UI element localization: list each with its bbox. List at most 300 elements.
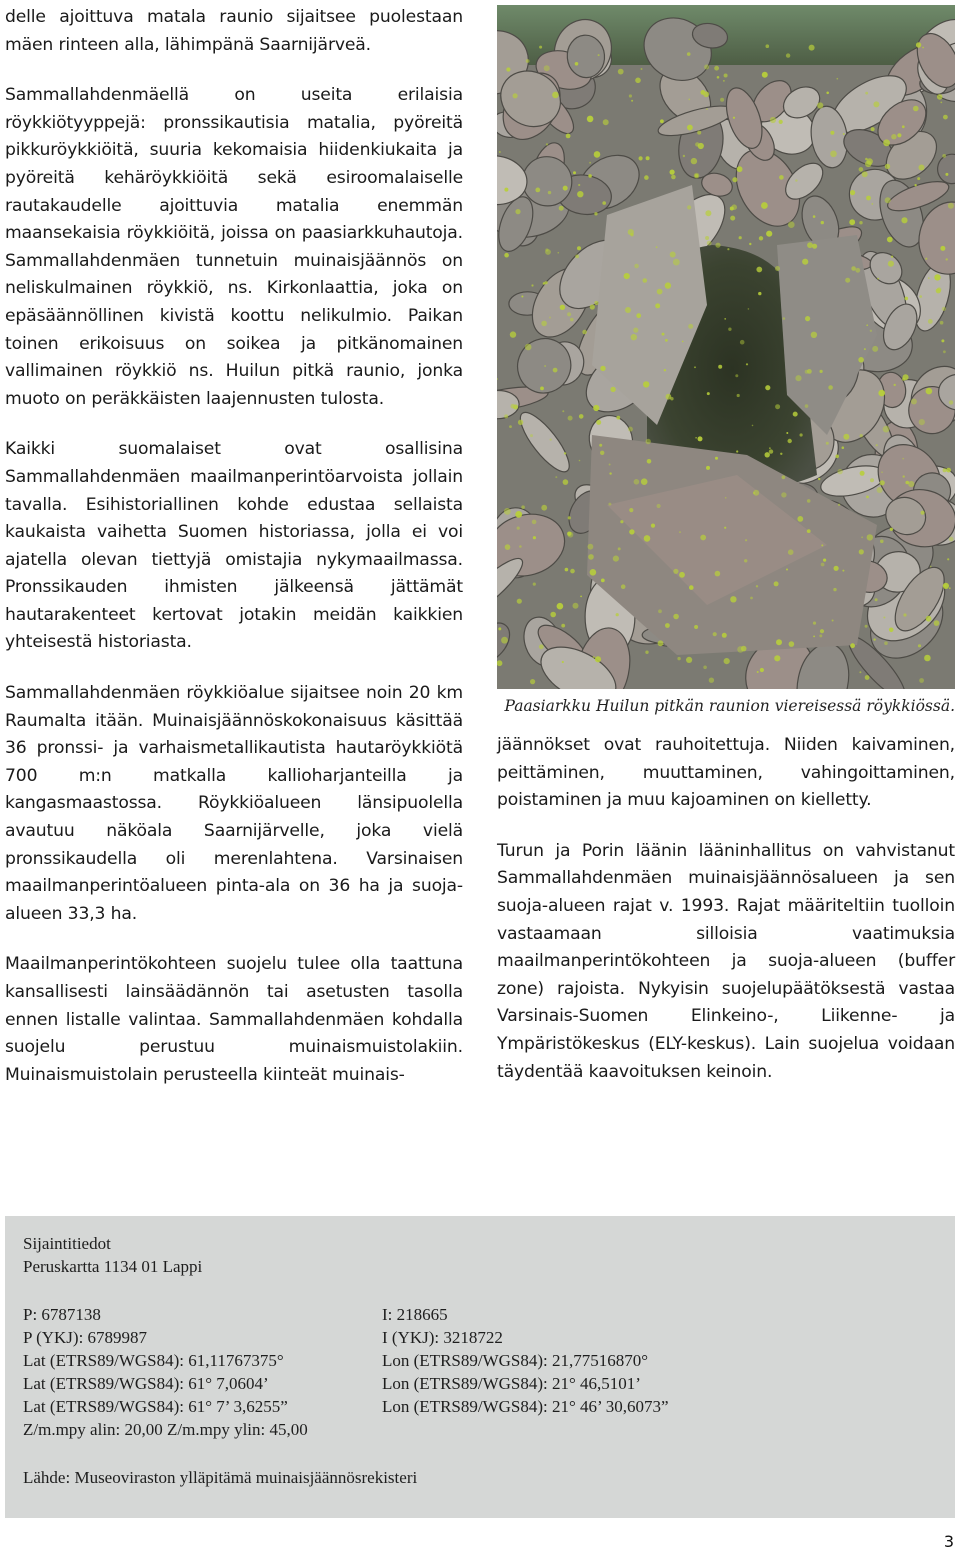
lichen-spot bbox=[934, 620, 940, 626]
lichen-spot bbox=[677, 657, 680, 660]
lichen-spot bbox=[926, 388, 933, 395]
lichen-spot bbox=[849, 219, 855, 225]
lichen-spot bbox=[548, 191, 551, 194]
info-p-ykj: P (YKJ): 6789987 bbox=[23, 1328, 148, 1347]
lichen-spot bbox=[679, 572, 685, 578]
lichen-spot bbox=[550, 612, 556, 618]
lichen-spot bbox=[564, 452, 566, 454]
lichen-spot bbox=[826, 442, 829, 445]
lichen-spot bbox=[867, 534, 873, 540]
lichen-spot bbox=[858, 357, 864, 363]
lichen-spot bbox=[788, 549, 794, 555]
lichen-spot bbox=[519, 545, 522, 548]
lichen-spot bbox=[658, 640, 664, 646]
lichen-spot bbox=[671, 175, 676, 180]
lichen-spot bbox=[903, 613, 906, 616]
lichen-spot bbox=[942, 154, 946, 158]
lichen-spot bbox=[832, 620, 834, 622]
lichen-spot bbox=[902, 125, 905, 128]
lichen-spot bbox=[805, 316, 810, 321]
lichen-spot bbox=[647, 459, 652, 464]
paragraph-intro-fragment: delle ajoittuva matala raunio sijaitsee puolestaan mäen rinteen alla, lähimpänä Saarnijärveä. bbox=[5, 7, 463, 55]
lichen-spot bbox=[687, 205, 691, 209]
lichen-spot bbox=[750, 597, 753, 600]
lichen-spot bbox=[618, 69, 624, 75]
lichen-spot bbox=[532, 520, 537, 525]
lichen-spot bbox=[656, 246, 658, 248]
lichen-spot bbox=[544, 65, 550, 71]
lichen-spot bbox=[913, 106, 919, 112]
cist-grave-photo bbox=[497, 5, 955, 689]
lichen-spot bbox=[707, 392, 710, 395]
lichen-spot bbox=[549, 317, 551, 319]
lichen-spot bbox=[843, 133, 845, 135]
lichen-spot bbox=[594, 151, 601, 158]
lichen-spot bbox=[724, 318, 726, 320]
lichen-spot bbox=[872, 203, 874, 205]
lichen-spot bbox=[883, 617, 885, 619]
lichen-spot bbox=[593, 656, 595, 658]
lichen-spot bbox=[565, 568, 569, 572]
lichen-spot bbox=[570, 318, 574, 322]
lichen-spot bbox=[745, 539, 747, 541]
lichen-spot bbox=[725, 497, 727, 499]
lichen-spot bbox=[752, 425, 754, 427]
lichen-spot bbox=[665, 623, 670, 628]
lichen-spot bbox=[741, 646, 747, 652]
lichen-spot bbox=[629, 508, 633, 512]
lichen-spot bbox=[683, 155, 685, 157]
lichen-spot bbox=[697, 131, 701, 135]
lichen-spot bbox=[859, 221, 862, 224]
lichen-spot bbox=[598, 54, 600, 56]
lichen-spot bbox=[870, 330, 872, 332]
lichen-spot bbox=[724, 658, 730, 664]
lichen-spot bbox=[504, 414, 508, 418]
lichen-spot bbox=[855, 268, 860, 273]
lichen-spot bbox=[633, 328, 638, 333]
lichen-spot bbox=[563, 479, 569, 485]
lichen-spot bbox=[865, 161, 872, 168]
lichen-spot bbox=[621, 584, 626, 589]
lichen-spot bbox=[662, 333, 665, 336]
lichen-spot bbox=[673, 614, 679, 620]
info-p: P: 6787138 bbox=[23, 1305, 101, 1324]
lichen-spot bbox=[880, 480, 885, 485]
lichen-spot bbox=[694, 366, 696, 368]
lichen-spot bbox=[897, 133, 901, 137]
lichen-spot bbox=[805, 404, 809, 408]
lichen-spot bbox=[866, 196, 871, 201]
lichen-spot bbox=[949, 537, 954, 542]
lichen-spot bbox=[641, 478, 648, 485]
lichen-spot bbox=[774, 655, 780, 661]
lichen-spot bbox=[873, 101, 879, 107]
lichen-spot bbox=[517, 527, 520, 530]
lichen-spot bbox=[940, 321, 944, 325]
lichen-spot bbox=[865, 625, 868, 628]
lichen-spot bbox=[609, 464, 611, 466]
lichen-spot bbox=[563, 186, 568, 191]
lichen-spot bbox=[550, 439, 552, 441]
lichen-spot bbox=[608, 503, 611, 506]
lichen-spot bbox=[870, 478, 874, 482]
lichen-spot bbox=[753, 492, 755, 494]
lichen-spot bbox=[860, 471, 865, 476]
lichen-spot bbox=[643, 278, 648, 283]
lichen-spot bbox=[590, 569, 597, 576]
lichen-spot bbox=[620, 520, 623, 523]
lichen-spot bbox=[687, 52, 691, 56]
lichen-spot bbox=[842, 446, 845, 449]
lichen-spot bbox=[866, 324, 868, 326]
lichen-spot bbox=[727, 248, 729, 250]
lichen-spot bbox=[521, 505, 525, 509]
lichen-spot bbox=[819, 634, 822, 637]
lichen-spot bbox=[602, 201, 606, 205]
lichen-spot bbox=[901, 217, 907, 223]
lichen-spot bbox=[914, 184, 916, 186]
lichen-spot bbox=[877, 278, 879, 280]
lichen-spot bbox=[788, 221, 795, 228]
lichen-spot bbox=[613, 556, 619, 562]
lichen-spot bbox=[560, 305, 565, 310]
lichen-spot bbox=[872, 346, 878, 352]
lichen-spot bbox=[695, 437, 697, 439]
lichen-spot bbox=[568, 416, 573, 421]
lichen-spot bbox=[865, 92, 868, 95]
lichen-spot bbox=[703, 91, 709, 97]
lichen-spot bbox=[805, 370, 809, 374]
lichen-spot bbox=[588, 554, 594, 560]
lichen-spot bbox=[735, 374, 738, 377]
lichen-spot bbox=[887, 237, 893, 243]
lichen-spot bbox=[789, 641, 795, 647]
lichen-spot bbox=[636, 313, 641, 318]
info-heading: Sijaintitiedot bbox=[23, 1234, 111, 1253]
lichen-spot bbox=[590, 304, 595, 309]
lichen-spot bbox=[624, 273, 630, 279]
lichen-spot bbox=[521, 296, 523, 298]
lichen-spot bbox=[775, 404, 780, 409]
lichen-spot bbox=[916, 42, 921, 47]
lichen-spot bbox=[691, 158, 697, 164]
lichen-spot bbox=[919, 165, 925, 171]
lichen-spot bbox=[925, 258, 927, 260]
lichen-spot bbox=[795, 179, 797, 181]
paragraph-protection: Maailmanperintökohteen suojelu tulee olla taattuna kansallisesti lainsäädännön tai asetusten tasolla ennen listalle valintaa. Sammallahdenmäen kohdalla suojelu perustuu muinaismuistolakiin. Muinaismuistolain perusteella kiinteät muinais- bbox=[5, 954, 463, 1085]
lichen-spot bbox=[765, 452, 770, 457]
lichen-spot bbox=[629, 94, 632, 97]
paragraph-boundaries: Turun ja Porin läänin lääninhallitus on vahvistanut Sammallahdenmäen muinaisjäännösalueen ja sen suoja-alueen rajat v. 1993. Rajat määriteltiin tuolloin vastaamaan silloisia vaatimuksia maailmanperintökohteen ja suoja-alueen (buffer zone) rajoista. Nykyisin suojelupäätöksestä vastaa Varsinais-Suomen Elinkeino-, Liikenne- ja Ympäristökeskus (ELY-keskus). Lain suojelua voidaan täydentää kaavoituksen keinoin. bbox=[497, 840, 955, 1082]
lichen-spot bbox=[644, 535, 651, 542]
lichen-spot bbox=[820, 370, 823, 373]
lichen-spot bbox=[573, 603, 579, 609]
lichen-spot bbox=[545, 281, 548, 284]
lichen-spot bbox=[660, 119, 664, 123]
lichen-spot bbox=[573, 171, 576, 174]
lichen-spot bbox=[873, 638, 875, 640]
lichen-spot bbox=[943, 350, 946, 353]
lichen-spot bbox=[544, 365, 546, 367]
lichen-spot bbox=[811, 332, 817, 338]
lichen-spot bbox=[944, 584, 947, 587]
lichen-spot bbox=[821, 544, 823, 546]
lichen-spot bbox=[539, 644, 544, 649]
stone-cairn-illustration bbox=[497, 5, 955, 689]
lichen-spot bbox=[646, 156, 650, 160]
lichen-spot bbox=[883, 426, 890, 433]
lichen-spot bbox=[595, 656, 601, 662]
lichen-spot bbox=[865, 675, 870, 680]
lichen-spot bbox=[786, 53, 790, 57]
left-text-column bbox=[5, 4, 463, 1112]
lichen-spot bbox=[919, 678, 924, 683]
lichen-spot bbox=[926, 616, 932, 622]
lichen-spot bbox=[588, 174, 592, 178]
lichen-spot bbox=[795, 375, 801, 381]
lichen-spot bbox=[813, 622, 816, 625]
lichen-spot bbox=[643, 381, 649, 387]
lichen-spot bbox=[578, 184, 580, 186]
lichen-spot bbox=[665, 339, 668, 342]
info-lat-seconds: Lat (ETRS89/WGS84): 61° 7’ 3,6255” bbox=[23, 1397, 288, 1416]
lichen-spot bbox=[558, 252, 560, 254]
lichen-spot bbox=[943, 115, 948, 120]
lichen-spot bbox=[823, 559, 826, 562]
lichen-spot bbox=[715, 457, 718, 460]
lichen-spot bbox=[883, 139, 890, 146]
lichen-spot bbox=[724, 74, 728, 78]
lichen-spot bbox=[759, 236, 763, 240]
lichen-spot bbox=[631, 100, 633, 102]
lichen-spot bbox=[760, 668, 764, 672]
lichen-spot bbox=[762, 72, 768, 78]
lichen-spot bbox=[793, 412, 798, 417]
lichen-spot bbox=[587, 116, 594, 123]
lichen-spot bbox=[945, 173, 948, 176]
info-i: I: 218665 bbox=[382, 1305, 448, 1324]
lichen-spot bbox=[541, 505, 547, 511]
lichen-spot bbox=[782, 475, 786, 479]
lichen-spot bbox=[736, 450, 738, 452]
lichen-spot bbox=[821, 563, 825, 567]
lichen-spot bbox=[610, 387, 615, 392]
lichen-spot bbox=[552, 92, 559, 99]
lichen-spot bbox=[850, 190, 855, 195]
lichen-spot bbox=[905, 297, 909, 301]
lichen-spot bbox=[566, 134, 571, 139]
lichen-spot bbox=[634, 264, 639, 269]
lichen-spot bbox=[949, 587, 951, 589]
lichen-spot bbox=[783, 317, 786, 320]
lichen-spot bbox=[786, 569, 788, 571]
lichen-spot bbox=[917, 177, 920, 180]
lichen-spot bbox=[713, 632, 717, 636]
lichen-spot bbox=[948, 203, 954, 209]
lichen-spot bbox=[594, 301, 598, 305]
lichen-spot bbox=[706, 466, 710, 470]
lichen-spot bbox=[809, 45, 815, 51]
lichen-spot bbox=[504, 508, 511, 515]
lichen-spot bbox=[800, 433, 803, 436]
lichen-spot bbox=[891, 134, 896, 139]
lichen-spot bbox=[588, 544, 594, 550]
lichen-spot bbox=[928, 319, 933, 324]
lichen-spot bbox=[498, 627, 501, 630]
lichen-spot bbox=[924, 655, 931, 662]
lichen-spot bbox=[946, 468, 951, 473]
lichen-spot bbox=[908, 481, 914, 487]
lichen-spot bbox=[535, 188, 540, 193]
lichen-spot bbox=[596, 420, 601, 425]
lichen-spot bbox=[826, 92, 829, 95]
lichen-spot bbox=[533, 536, 536, 539]
lichen-spot bbox=[842, 570, 844, 572]
lichen-spot bbox=[657, 289, 663, 295]
lichen-spot bbox=[859, 167, 864, 172]
lichen-spot bbox=[850, 643, 855, 648]
lichen-spot bbox=[625, 307, 631, 313]
lichen-spot bbox=[589, 162, 591, 164]
lichen-spot bbox=[709, 678, 714, 683]
info-lat-decimal: Lat (ETRS89/WGS84): 61,11767375° bbox=[23, 1351, 284, 1370]
info-lon-seconds: Lon (ETRS89/WGS84): 21° 46’ 30,6073” bbox=[382, 1397, 669, 1416]
lichen-spot bbox=[600, 451, 604, 455]
lichen-spot bbox=[593, 405, 599, 411]
lichen-spot bbox=[818, 478, 820, 480]
lichen-spot bbox=[871, 127, 875, 131]
lichen-spot bbox=[599, 444, 602, 447]
lichen-spot bbox=[877, 487, 883, 493]
lichen-spot bbox=[766, 231, 772, 237]
lichen-spot bbox=[737, 394, 740, 397]
lichen-spot bbox=[940, 246, 945, 251]
lichen-spot bbox=[646, 439, 651, 444]
lichen-spot bbox=[940, 102, 942, 104]
lichen-spot bbox=[837, 469, 842, 474]
lichen-spot bbox=[714, 66, 719, 71]
lichen-spot bbox=[570, 569, 575, 574]
page-number: 3 bbox=[943, 1532, 954, 1551]
lichen-spot bbox=[902, 378, 905, 381]
lichen-spot bbox=[865, 158, 868, 161]
lichen-spot bbox=[722, 633, 727, 638]
lichen-spot bbox=[562, 661, 564, 663]
lichen-spot bbox=[689, 585, 694, 590]
lichen-spot bbox=[837, 78, 839, 80]
lichen-spot bbox=[499, 151, 501, 153]
lichen-spot bbox=[723, 80, 725, 82]
lichen-spot bbox=[557, 603, 564, 610]
lichen-spot bbox=[894, 384, 896, 386]
lichen-spot bbox=[860, 434, 863, 437]
lichen-spot bbox=[891, 256, 893, 258]
lichen-spot bbox=[881, 471, 883, 473]
lichen-spot bbox=[505, 544, 511, 550]
lichen-spot bbox=[833, 588, 836, 591]
lichen-spot bbox=[769, 449, 773, 453]
lichen-spot bbox=[718, 365, 722, 369]
lichen-spot bbox=[903, 475, 905, 477]
lichen-spot bbox=[748, 308, 750, 310]
lichen-spot bbox=[889, 628, 894, 633]
lichen-spot bbox=[861, 536, 863, 538]
lichen-spot bbox=[686, 657, 692, 663]
lichen-spot bbox=[780, 453, 782, 455]
lichen-spot bbox=[513, 405, 518, 410]
paragraph-cairn-types: Sammallahdenmäellä on useita erilaisia röykkiötyyppejä: pronssikautisia matalia, pyöreitä pikkuröykkiöitä, suuria kekomaisia hiidenkiukaita ja pyöreitä kehäröykkiöitä sekä esiroomalaiselle rautakaudelle ajoittuvia matalia enemmän maansekaisia röykkiöitä, joissa on paasiarkkuhautoja. Sammallahdenmäen tunnetuin muinaisjäännös on neliskulmainen röykkiö, ns. Kirkonlaattia, joka on epäsäännöllinen kivistä koottu nelikulmio. Paikan toinen erikoisuus on soikea ja pitkänomainen vallimainen röykkiö ns. Huilun pitkä raunio, jonka muoto on peräkkäisten laajennusten tulosta. bbox=[5, 85, 463, 409]
lichen-spot bbox=[941, 339, 944, 342]
lichen-spot bbox=[788, 439, 792, 443]
lichen-spot bbox=[631, 334, 637, 340]
lichen-spot bbox=[737, 166, 743, 172]
info-source: Lähde: Museoviraston ylläpitämä muinaisjäännösrekisteri bbox=[23, 1468, 418, 1487]
lichen-spot bbox=[830, 131, 834, 135]
lichen-spot bbox=[645, 651, 648, 654]
lichen-spot bbox=[501, 637, 508, 644]
lichen-spot bbox=[629, 529, 634, 534]
info-elevation: Z/m.mpy alin: 20,00 Z/m.mpy ylin: 45,00 bbox=[23, 1420, 308, 1439]
lichen-spot bbox=[740, 340, 745, 345]
lichen-spot bbox=[774, 581, 779, 586]
lichen-spot bbox=[567, 312, 571, 316]
lichen-spot bbox=[577, 191, 583, 197]
lichen-spot bbox=[655, 303, 660, 308]
lichen-spot bbox=[802, 259, 808, 265]
lichen-spot bbox=[628, 229, 634, 235]
lichen-spot bbox=[575, 255, 579, 259]
lichen-spot bbox=[732, 177, 737, 182]
lichen-spot bbox=[902, 458, 904, 460]
lichen-spot bbox=[757, 671, 759, 673]
lichen-spot bbox=[658, 609, 662, 613]
info-map-sheet: Peruskartta 1134 01 Lappi bbox=[23, 1257, 203, 1276]
lichen-spot bbox=[859, 549, 864, 554]
lichen-spot bbox=[706, 108, 708, 110]
lichen-spot bbox=[761, 202, 768, 209]
lichen-spot bbox=[779, 175, 784, 180]
lichen-spot bbox=[504, 188, 508, 192]
lichen-spot bbox=[730, 596, 736, 602]
lichen-spot bbox=[934, 274, 940, 280]
lichen-spot bbox=[770, 117, 776, 123]
lichen-spot bbox=[687, 125, 693, 131]
lichen-spot bbox=[594, 212, 597, 215]
lichen-spot bbox=[775, 266, 780, 271]
lichen-spot bbox=[531, 284, 533, 286]
lichen-spot bbox=[919, 295, 922, 298]
lichen-spot bbox=[704, 65, 709, 70]
lichen-spot bbox=[921, 511, 925, 515]
lichen-spot bbox=[533, 583, 536, 586]
lichen-spot bbox=[766, 44, 770, 48]
lichen-spot bbox=[859, 671, 861, 673]
lichen-spot bbox=[665, 282, 671, 288]
lichen-spot bbox=[530, 434, 533, 437]
lichen-spot bbox=[515, 209, 520, 214]
lichen-spot bbox=[884, 641, 888, 645]
lichen-spot bbox=[506, 67, 510, 71]
lichen-spot bbox=[641, 68, 643, 70]
lichen-spot bbox=[628, 427, 633, 432]
lichen-spot bbox=[657, 504, 661, 508]
lichen-spot bbox=[862, 171, 868, 177]
lichen-spot bbox=[749, 243, 751, 245]
lichen-spot bbox=[851, 266, 856, 271]
info-lon-decimal: Lon (ETRS89/WGS84): 21,77516870° bbox=[382, 1351, 649, 1370]
lichen-spot bbox=[765, 385, 770, 390]
